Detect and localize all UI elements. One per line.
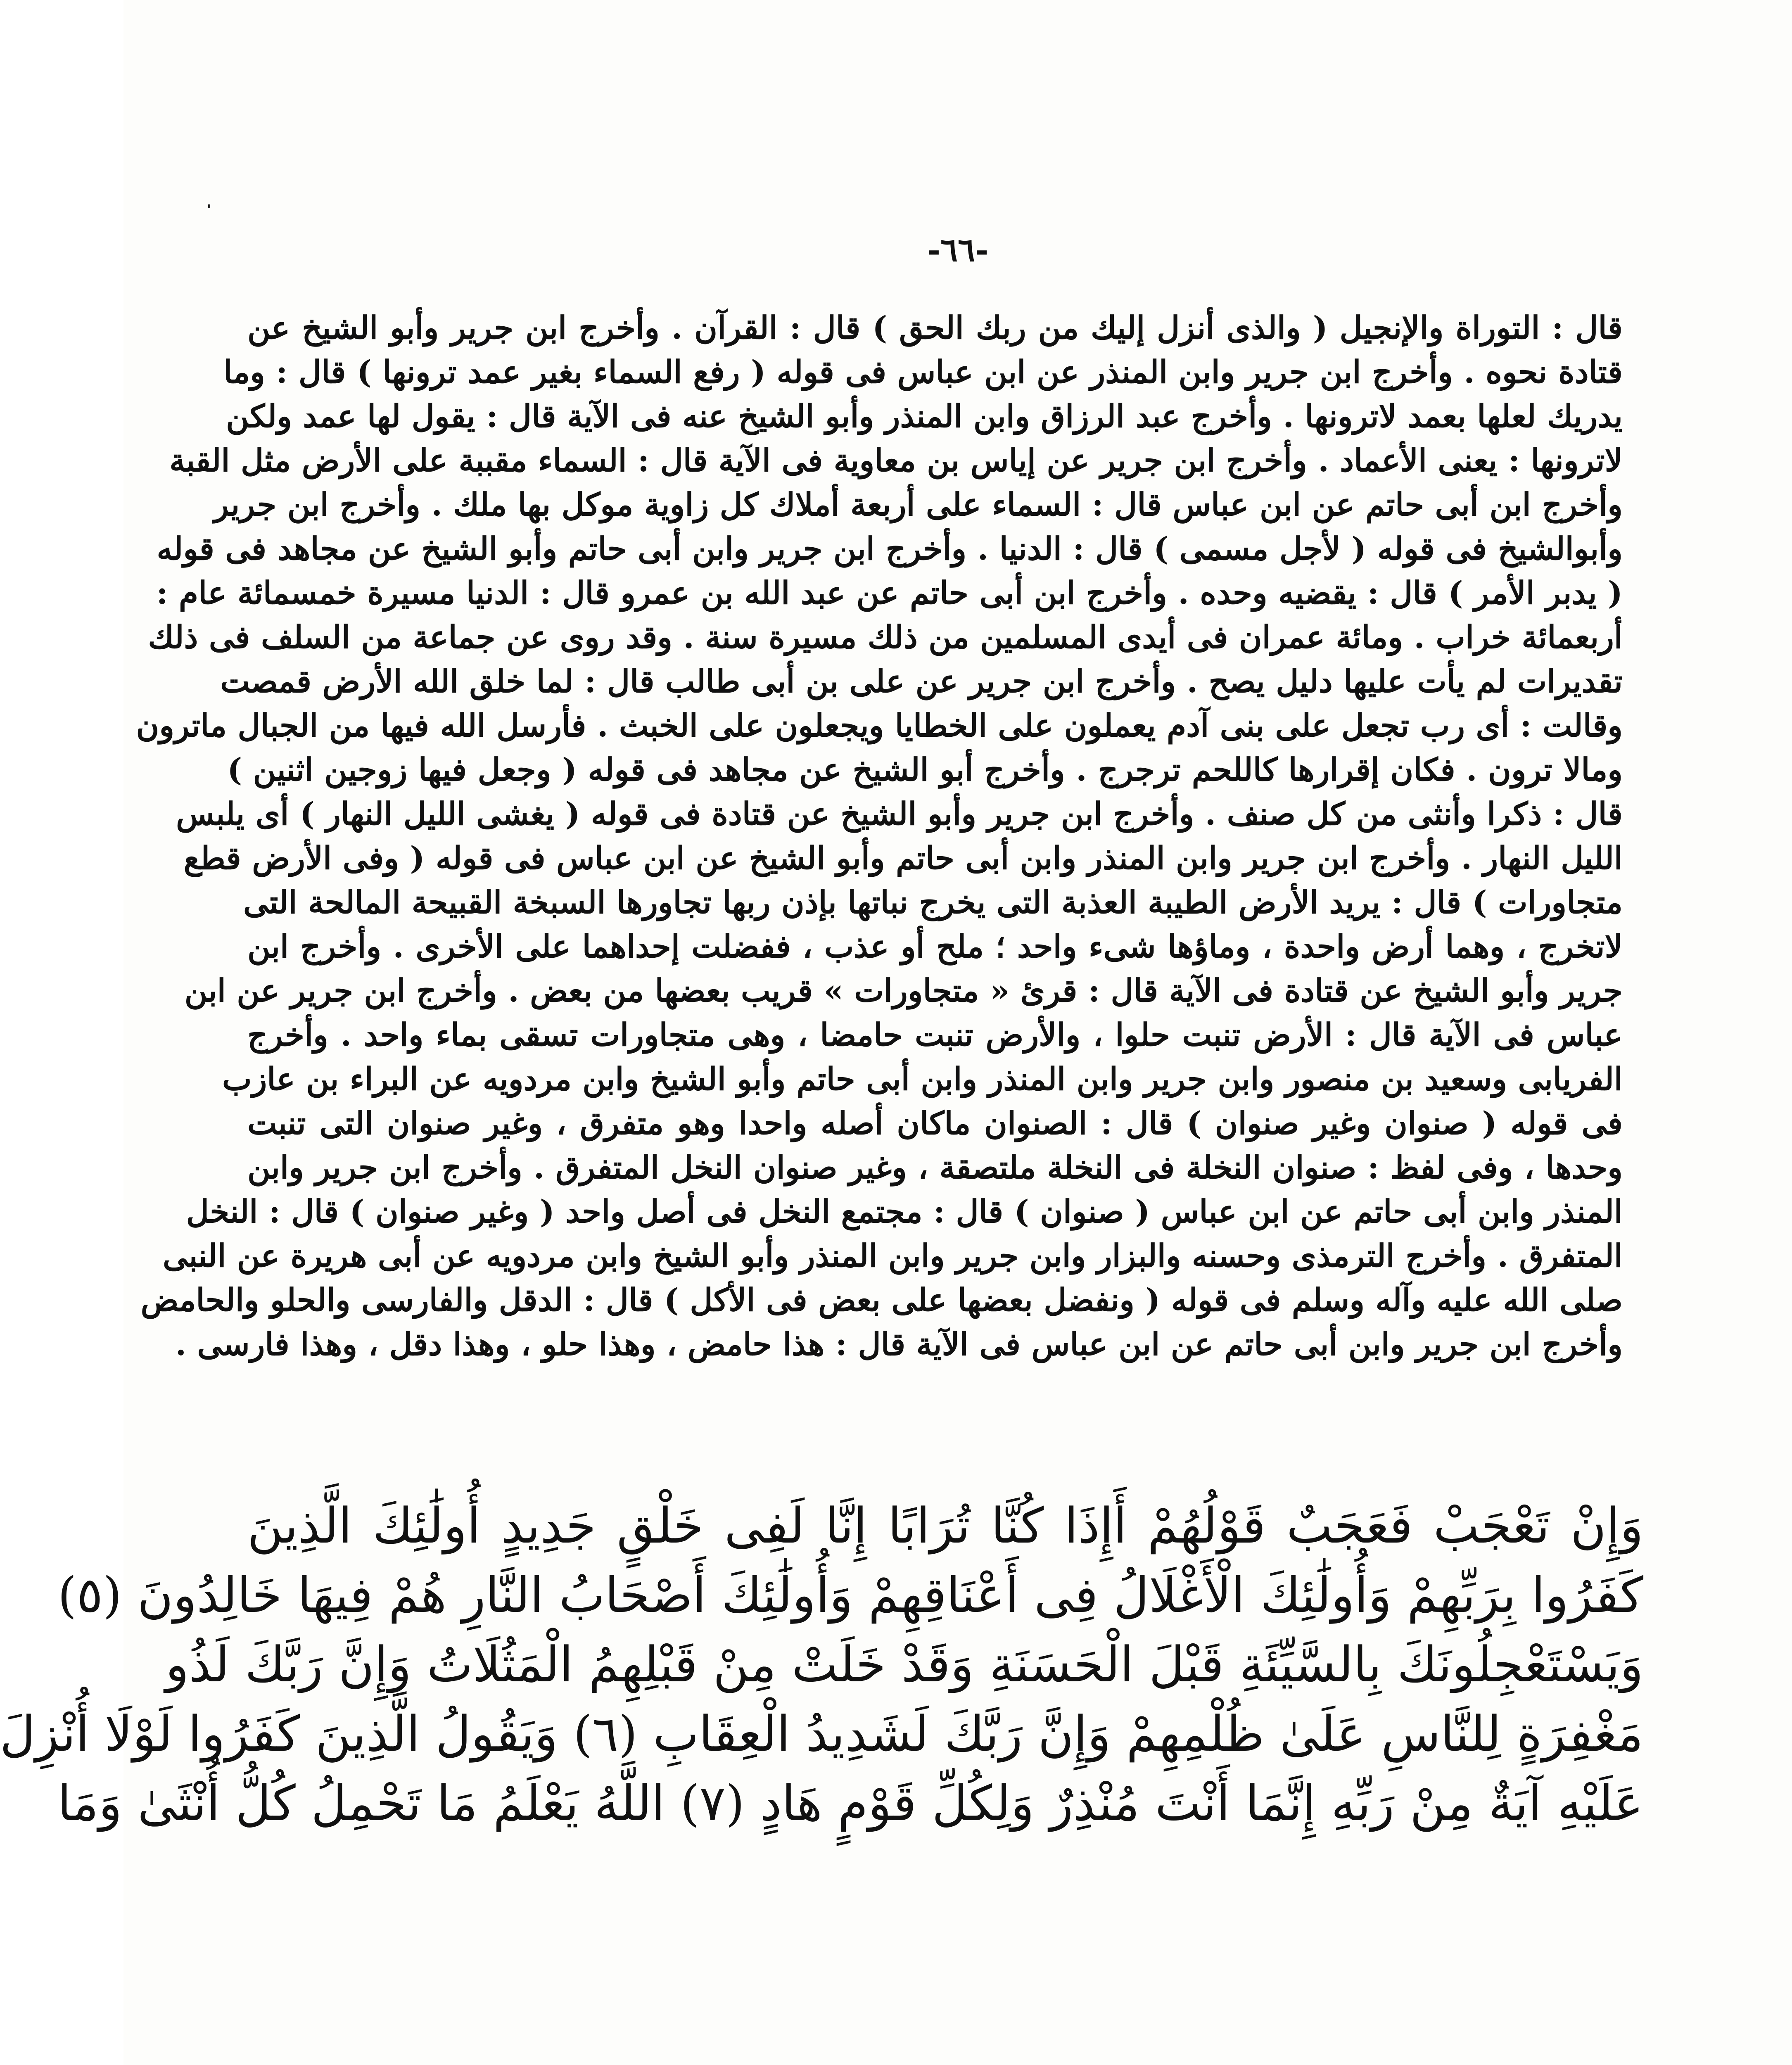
commentary-line: تقديرات لم يأت عليها دليل يصح . وأخرج ابن جرير عن على بن أبى طالب قال : لما خلق الله الأرض قمصت [220, 663, 1623, 700]
commentary-line: وأخرج ابن جرير وابن أبى حاتم عن ابن عباس فى الآية قال : هذا حامض ، وهذا حلو ، وهذا دقل ، وهذا فارسى . [175, 1326, 1623, 1362]
commentary-line: لاترونها : يعنى الأعماد . وأخرج ابن جرير عن إياس بن معاوية فى الآية قال : السماء مقببة على الأرض مثل القبة [169, 442, 1623, 479]
commentary-line: الليل النهار . وأخرج ابن جرير وابن المنذر وابن أبى حاتم وأبو الشيخ عن ابن عباس فى قوله ( وفى الأرض قطع [183, 840, 1623, 876]
quran-verse-line: عَلَيْهِ آيَةٌ مِنْ رَبِّهِ إِنَّمَا أَنْتَ مُنْذِرٌ وَلِكُلِّ قَوْمٍ هَادٍ (٧) اللَّهُ يَعْلَمُ مَا تَحْمِلُ كُلُّ أُنْثَىٰ وَمَا [57, 1775, 1643, 1832]
quran-verse-line: كَفَرُوا بِرَبِّهِمْ وَأُولَٰئِكَ الْأَغْلَالُ فِى أَعْنَاقِهِمْ وَأُولَٰئِكَ أَصْحَابُ النَّارِ هُمْ فِيهَا خَالِدُونَ (٥) [57, 1567, 1643, 1624]
commentary-line: الفريابى وسعيد بن منصور وابن جرير وابن المنذر وابن أبى حاتم وأبو الشيخ وابن مردويه عن البراء بن عازب [222, 1061, 1623, 1097]
commentary-line: يدريك لعلها بعمد لاترونها . وأخرج عبد الرزاق وابن المنذر وأبو الشيخ عنه فى الآية قال : يقول لها عمد ولكن [226, 398, 1623, 434]
scan-speck [208, 204, 210, 208]
commentary-line: وقالت : أى رب تجعل على بنى آدم يعملون على الخطايا ويجعلون على الخبث . فأرسل الله فيها من الجبال ماترون [136, 707, 1623, 744]
quran-verse-line: وَيَسْتَعْجِلُونَكَ بِالسَّيِّئَةِ قَبْلَ الْحَسَنَةِ وَقَدْ خَلَتْ مِنْ قَبْلِهِمُ الْمَثُلَاتُ وَإِنَّ رَبَّكَ لَذُو [165, 1636, 1643, 1693]
commentary-line: متجاورات ) قال : يريد الأرض الطيبة العذبة التى يخرج نباتها بإذن ربها تجاورها السبخة القبيحة المالحة التى [243, 884, 1623, 921]
commentary-text-block [136, 306, 1623, 1366]
commentary-line: أربعمائة خراب . ومائة عمران فى أيدى المسلمين من ذلك مسيرة سنة . وقد روى عن جماعة من السلف فى ذلك [148, 619, 1623, 655]
commentary-line: صلى الله عليه وآله وسلم فى قوله ( ونفضل بعضها على بعض فى الأكل ) قال : الدقل والفارسى والحلو والحامض [140, 1282, 1623, 1318]
page-number: -٦٦- [927, 231, 989, 269]
commentary-line: وأبوالشيخ فى قوله ( لأجل مسمى ) قال : الدنيا . وأخرج ابن جرير وابن أبى حاتم وأبو الشيخ عن مجاهد فى قوله [157, 530, 1623, 567]
commentary-line: ( يدبر الأمر ) قال : يقضيه وحده . وأخرج ابن أبى حاتم عن عبد الله بن عمرو قال : الدنيا مسيرة خمسمائة عام : [156, 574, 1623, 611]
commentary-line: وحدها ، وفى لفظ : صنوان النخلة فى النخلة ملتصقة ، وغير صنوان النخل المتفرق . وأخرج ابن جرير وابن [247, 1149, 1623, 1186]
quran-verse-line: وَإِنْ تَعْجَبْ فَعَجَبٌ قَوْلُهُمْ أَإِذَا كُنَّا تُرَابًا إِنَّا لَفِى خَلْقٍ جَدِيدٍ أُولَٰئِكَ الَّذِينَ [247, 1497, 1643, 1554]
commentary-line: قال : ذكرا وأنثى من كل صنف . وأخرج ابن جرير وأبو الشيخ عن قتادة فى قوله ( يغشى الليل النهار ) أى يلبس [176, 795, 1623, 832]
commentary-line: المنذر وابن أبى حاتم عن ابن عباس ( صنوان ) قال : مجتمع النخل فى أصل واحد ( وغير صنوان ) قال : النخل [186, 1193, 1623, 1230]
commentary-line: قتادة نحوه . وأخرج ابن جرير وابن المنذر عن ابن عباس فى قوله ( رفع السماء بغير عمد ترونها ) قال : وما [223, 354, 1623, 390]
commentary-line: المتفرق . وأخرج الترمذى وحسنه والبزار وابن جرير وابن المنذر وأبو الشيخ وابن مردويه عن أبى هريرة عن النبى [162, 1237, 1623, 1274]
commentary-line: فى قوله ( صنوان وغير صنوان ) قال : الصنوان ماكان أصله واحدا وهو متفرق ، وغير صنوان التى تنبت [247, 1105, 1623, 1142]
commentary-line: لاتخرج ، وهما أرض واحدة ، وماؤها شىء واحد ؛ ملح أو عذب ، ففضلت إحداهما على الأخرى . وأخرج ابن [247, 928, 1623, 965]
commentary-line: جرير وأبو الشيخ عن قتادة فى الآية قال : قرئ « متجاورات » قريب بعضها من بعض . وأخرج ابن جرير عن ابن [184, 972, 1623, 1009]
commentary-line: ومالا ترون . فكان إقرارها كاللحم ترجرج . وأخرج أبو الشيخ عن مجاهد فى قوله ( وجعل فيها زوجين اثنين ) [227, 751, 1623, 788]
commentary-line: عباس فى الآية قال : الأرض تنبت حلوا ، والأرض تنبت حامضا ، وهى متجاورات تسقى بماء واحد . وأخرج [247, 1016, 1623, 1053]
commentary-line: قال : التوراة والإنجيل ( والذى أنزل إليك من ربك الحق ) قال : القرآن . وأخرج ابن جرير وأبو الشيخ عن [247, 309, 1623, 346]
commentary-line: وأخرج ابن أبى حاتم عن ابن عباس قال : السماء على أربعة أملاك كل زاوية موكل بها ملك . وأخرج ابن جرير [214, 486, 1623, 523]
quran-verse-line: مَغْفِرَةٍ لِلنَّاسِ عَلَىٰ ظُلْمِهِمْ وَإِنَّ رَبَّكَ لَشَدِيدُ الْعِقَابِ (٦) وَيَقُولُ الَّذِينَ كَفَرُوا لَوْلَا أُنْزِلَ [0, 1705, 1643, 1762]
quran-verses-block [0, 1491, 1643, 1838]
